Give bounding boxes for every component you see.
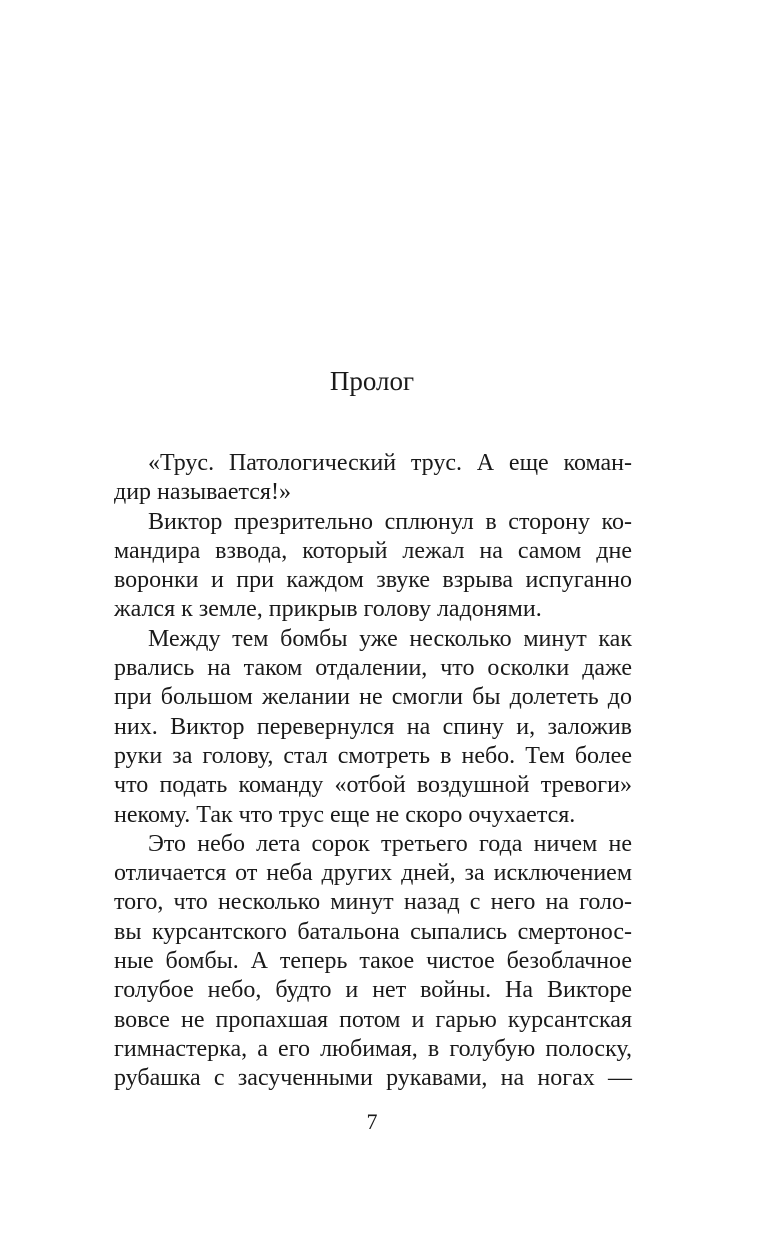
body-text: [114, 449, 632, 1094]
text-line: Виктор презрительно сплюнул в сторону ко-: [148, 508, 632, 535]
text-line: что подать команду «отбой воздушной тревоги»: [114, 772, 632, 799]
text-line: того, что несколько минут назад с него на голо-: [114, 889, 632, 916]
text-line: «Трус. Патологический трус. А еще коман-: [148, 450, 632, 476]
text-line: гимнастерка, а его любимая, в голубую полоску,: [114, 1035, 632, 1062]
text-line: при большом желании не смогли бы долететь до: [114, 684, 632, 711]
text-line: вы курсантского батальона сыпались смертонос-: [114, 918, 632, 945]
paragraph: [114, 625, 632, 830]
chapter-title: Пролог: [329, 366, 415, 396]
text-line: воронки и при каждом звуке взрыва испуганно: [114, 567, 632, 594]
text-line: них. Виктор перевернулся на спину и, заложив: [114, 713, 632, 740]
paragraph: [114, 830, 632, 1094]
text-line: ные бомбы. А теперь такое чистое безоблачное: [114, 948, 632, 975]
text-line: мандира взвода, который лежал на самом дне: [114, 537, 632, 564]
text-line: дир называется!»: [114, 479, 291, 506]
text-line: руки за голову, стал смотреть в небо. Тем более: [114, 742, 632, 769]
text-line: отличается от неба других дней, за исключением: [114, 860, 632, 887]
text-line: вовсе не пропахшая потом и гарью курсантская: [114, 1006, 632, 1033]
page-number: 7: [366, 1109, 378, 1134]
text-line: Это небо лета сорок третьего года ничем не: [148, 830, 632, 857]
paragraph: [114, 449, 632, 508]
text-line: Между тем бомбы уже несколько минут как: [148, 625, 632, 652]
text-line: рубашка с засученными рукавами, на ногах —: [114, 1065, 632, 1092]
text-line: некому. Так что трус еще не скоро очухается.: [114, 801, 576, 828]
text-line: рвались на таком отдалении, что осколки даже: [114, 655, 632, 682]
text-line: жался к земле, прикрыв голову ладонями.: [114, 596, 542, 623]
paragraph: [114, 508, 632, 625]
text-line: голубое небо, будто и нет войны. На Викторе: [114, 977, 632, 1004]
